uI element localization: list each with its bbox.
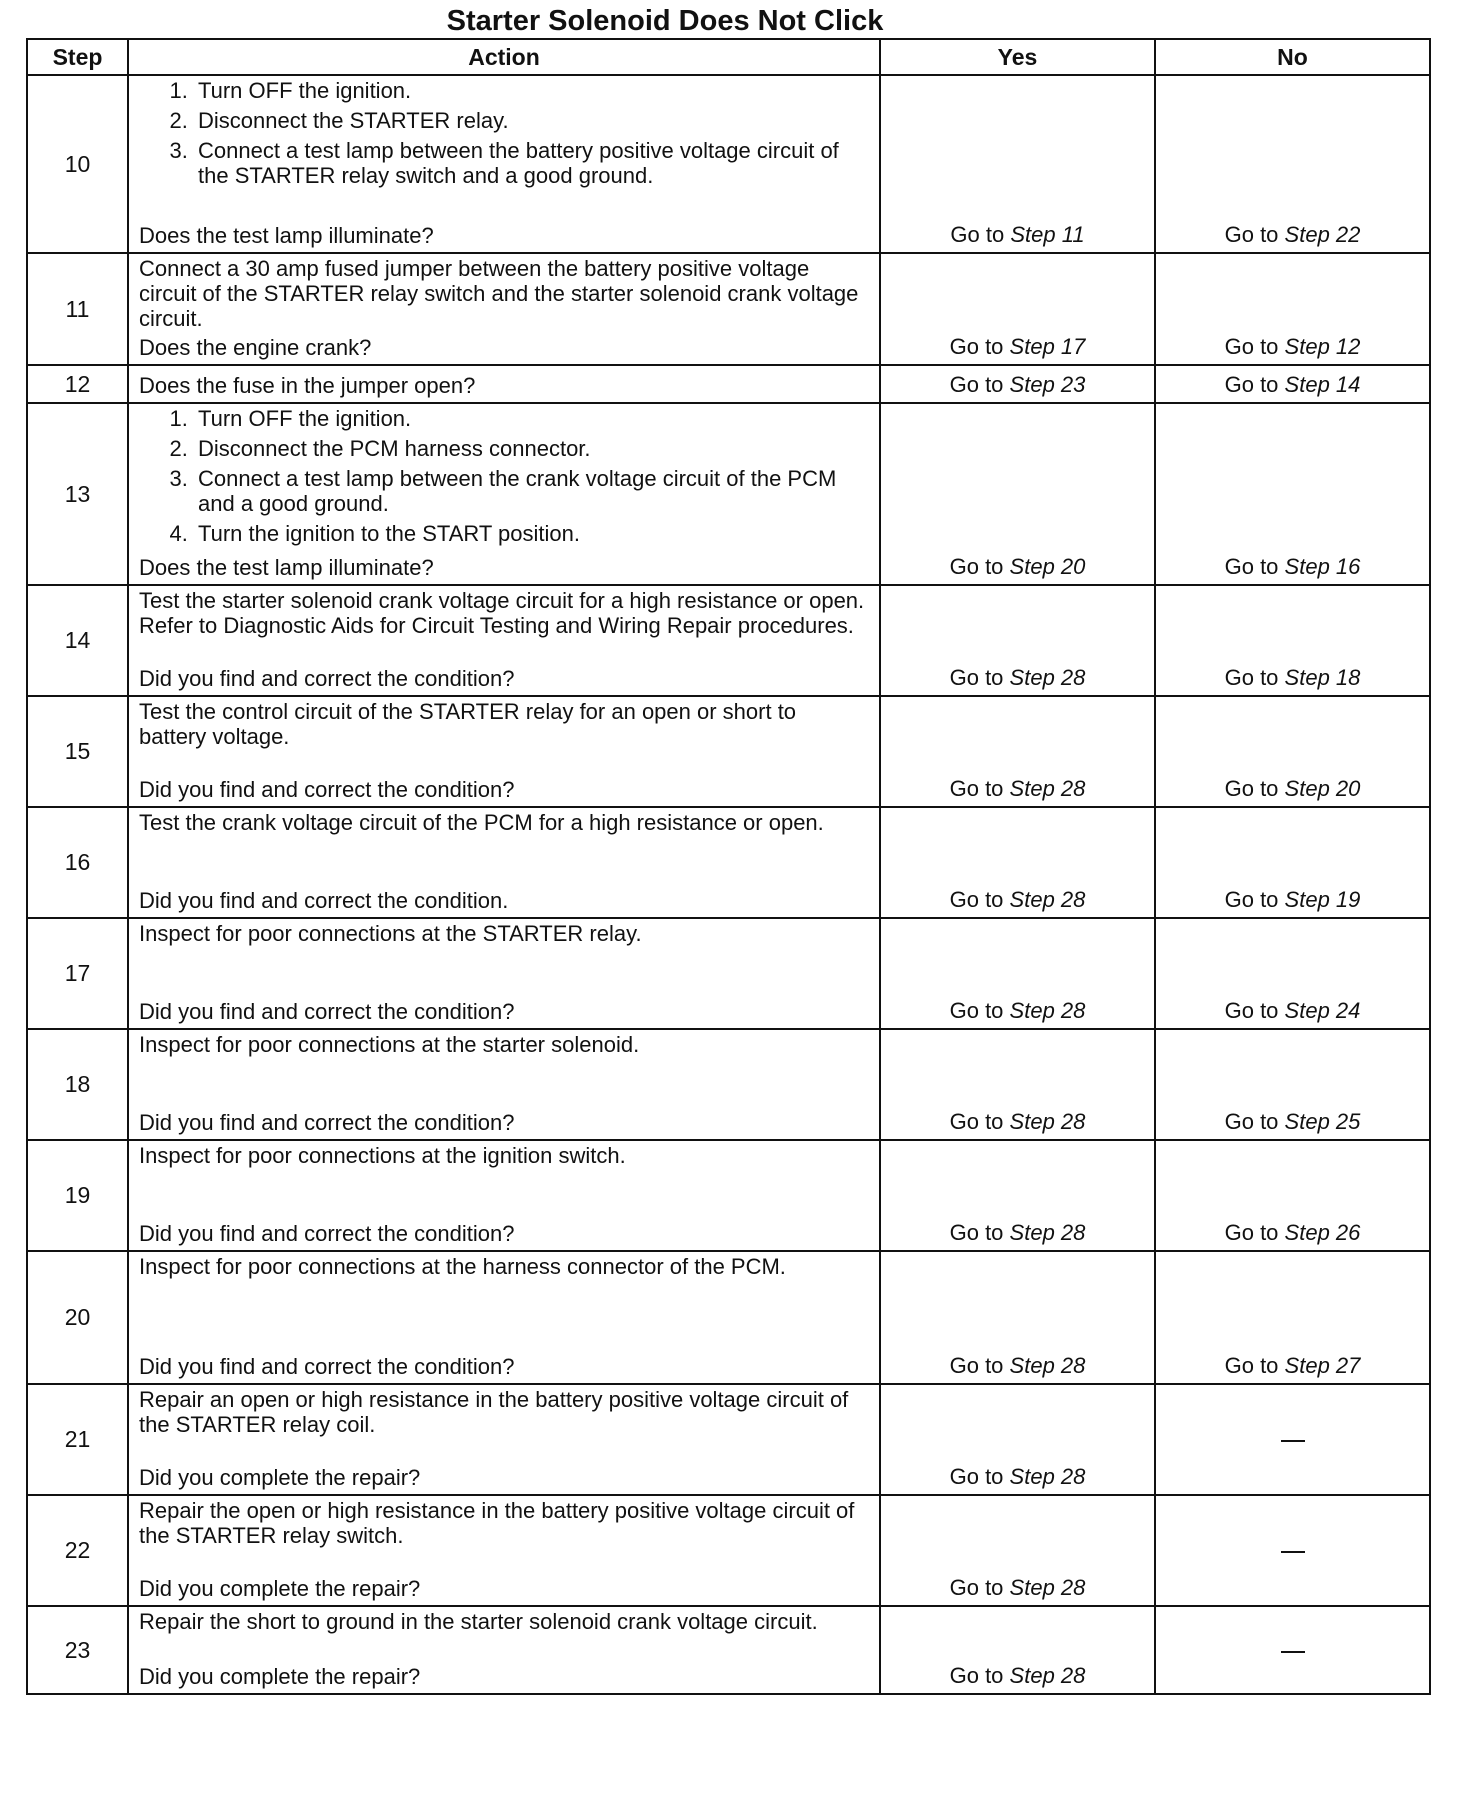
action-body (139, 406, 869, 551)
goto-label: Go to (949, 665, 1004, 690)
action-body (139, 1498, 869, 1548)
goto-label: Go to (1224, 372, 1279, 397)
action-list-item: 1. Turn OFF the ignition. (194, 406, 869, 431)
yes-result (880, 75, 1155, 253)
header-action: Action (128, 39, 880, 75)
action-text: Repair the short to ground in the starter solenoid crank voltage circuit. (139, 1609, 818, 1634)
action-text: Connect a 30 amp fused jumper between the battery positive voltage circuit of the STARTER relay switch and the starter solenoid crank voltage circuit. (139, 256, 859, 331)
no-result (1155, 1140, 1430, 1251)
table-row (27, 1495, 1430, 1606)
step-number: 12 (27, 365, 128, 403)
action-question: Did you find and correct the condition? (139, 1354, 515, 1379)
step-number: 11 (27, 253, 128, 365)
table-body (27, 75, 1430, 1694)
action-body (139, 588, 869, 638)
table-row (27, 253, 1430, 365)
goto-label: Go to (949, 887, 1004, 912)
yes-result (880, 1251, 1155, 1384)
action-content (139, 1387, 869, 1490)
action-text: Repair an open or high resistance in the battery positive voltage circuit of the STARTER relay coil. (139, 1387, 849, 1437)
yes-step-ref: Step 28 (1009, 1575, 1086, 1600)
action-question: Did you find and correct the condition. (139, 888, 509, 913)
yes-result (880, 807, 1155, 918)
action-content (139, 256, 869, 360)
goto-label: Go to (1224, 887, 1279, 912)
table-row (27, 696, 1430, 807)
action-text: Test the crank voltage circuit of the PCM for a high resistance or open. (139, 810, 824, 835)
yes-result (880, 1140, 1155, 1251)
goto-label: Go to (950, 222, 1005, 247)
goto-label: Go to (1224, 1109, 1279, 1134)
action-cell (128, 1029, 880, 1140)
action-question: Did you find and correct the condition? (139, 999, 515, 1024)
step-number: 19 (27, 1140, 128, 1251)
table-row (27, 1029, 1430, 1140)
goto-label: Go to (949, 1220, 1004, 1245)
step-number: 22 (27, 1495, 128, 1606)
step-number: 23 (27, 1606, 128, 1694)
goto-label: Go to (1224, 998, 1279, 1023)
header-no: No (1155, 39, 1430, 75)
goto-label: Go to (1224, 1220, 1279, 1245)
step-number: 21 (27, 1384, 128, 1495)
goto-label: Go to (1224, 665, 1279, 690)
action-question: Did you find and correct the condition? (139, 666, 515, 691)
action-content (139, 1143, 869, 1246)
goto-label: Go to (1224, 1353, 1279, 1378)
action-content (139, 1498, 869, 1601)
yes-step-ref: Step 17 (1009, 334, 1086, 359)
action-question: Does the test lamp illuminate? (139, 223, 434, 248)
no-step-ref: Step 19 (1284, 887, 1361, 912)
action-question: Did you find and correct the condition? (139, 1221, 515, 1246)
no-result-dash (1281, 1651, 1305, 1653)
action-body (139, 921, 869, 946)
no-result (1155, 75, 1430, 253)
yes-step-ref: Step 28 (1009, 776, 1086, 801)
action-content (139, 78, 869, 248)
no-result (1155, 696, 1430, 807)
yes-result (880, 365, 1155, 403)
yes-step-ref: Step 28 (1009, 998, 1086, 1023)
no-result (1155, 918, 1430, 1029)
goto-label: Go to (949, 776, 1004, 801)
action-cell (128, 365, 880, 403)
goto-label: Go to (949, 1575, 1004, 1600)
no-result (1155, 1251, 1430, 1384)
document-title: Starter Solenoid Does Not Click (446, 5, 884, 37)
action-cell (128, 1384, 880, 1495)
step-number: 13 (27, 403, 128, 585)
no-result (1155, 253, 1430, 365)
action-cell (128, 403, 880, 585)
yes-result (880, 253, 1155, 365)
action-content (139, 588, 869, 691)
yes-step-ref: Step 28 (1009, 887, 1086, 912)
header-yes: Yes (880, 39, 1155, 75)
no-step-ref: Step 27 (1284, 1353, 1361, 1378)
yes-step-ref: Step 28 (1009, 1109, 1086, 1134)
action-content (139, 921, 869, 1024)
action-question: Did you find and correct the condition? (139, 1110, 515, 1135)
action-question: Did you complete the repair? (139, 1664, 421, 1689)
action-cell (128, 253, 880, 365)
goto-label: Go to (949, 998, 1004, 1023)
table-row (27, 1606, 1430, 1694)
table-row (27, 1384, 1430, 1495)
no-result (1155, 807, 1430, 918)
action-question: Did you find and correct the condition? (139, 777, 515, 802)
action-body (139, 1143, 869, 1168)
action-body (139, 256, 869, 331)
action-question: Did you complete the repair? (139, 1465, 421, 1490)
header-step: Step (27, 39, 128, 75)
action-text: Inspect for poor connections at the ignition switch. (139, 1143, 626, 1168)
no-step-ref: Step 26 (1284, 1220, 1361, 1245)
action-content (139, 810, 869, 913)
goto-label: Go to (949, 334, 1004, 359)
yes-step-ref: Step 28 (1009, 665, 1086, 690)
action-cell (128, 585, 880, 696)
table-header-row (27, 39, 1430, 75)
action-cell (128, 807, 880, 918)
action-content (139, 699, 869, 802)
action-content (139, 1254, 869, 1379)
table-row (27, 403, 1430, 585)
goto-label: Go to (1224, 334, 1279, 359)
yes-result (880, 1495, 1155, 1606)
action-cell (128, 1495, 880, 1606)
action-content (139, 368, 869, 398)
goto-label: Go to (949, 1464, 1004, 1489)
action-question: Does the engine crank? (139, 335, 372, 360)
yes-result (880, 1029, 1155, 1140)
diagnostic-table (26, 38, 1431, 1695)
action-question: Does the fuse in the jumper open? (139, 373, 476, 398)
action-cell (128, 696, 880, 807)
action-body (139, 1609, 869, 1634)
action-text: Test the control circuit of the STARTER relay for an open or short to battery voltage. (139, 699, 797, 749)
yes-step-ref: Step 20 (1009, 554, 1086, 579)
yes-result (880, 696, 1155, 807)
action-question: Did you complete the repair? (139, 1576, 421, 1601)
yes-result (880, 403, 1155, 585)
action-list-item: 2. Disconnect the PCM harness connector. (194, 436, 869, 461)
goto-label: Go to (949, 554, 1004, 579)
action-content (139, 1032, 869, 1135)
action-body (139, 1032, 869, 1057)
table-row (27, 365, 1430, 403)
table-row (27, 1140, 1430, 1251)
action-list (139, 78, 869, 188)
yes-step-ref: Step 28 (1009, 1353, 1086, 1378)
action-list-item: 1. Turn OFF the ignition. (194, 78, 869, 103)
no-step-ref: Step 25 (1284, 1109, 1361, 1134)
table-row (27, 585, 1430, 696)
no-step-ref: Step 22 (1284, 222, 1361, 247)
yes-step-ref: Step 23 (1009, 372, 1086, 397)
table-row (27, 807, 1430, 918)
action-list-item: 2. Disconnect the STARTER relay. (194, 108, 869, 133)
step-number: 17 (27, 918, 128, 1029)
yes-step-ref: Step 28 (1009, 1464, 1086, 1489)
action-text: Inspect for poor connections at the starter solenoid. (139, 1032, 640, 1057)
no-result (1155, 403, 1430, 585)
action-body (139, 810, 869, 835)
action-cell (128, 1251, 880, 1384)
goto-label: Go to (949, 372, 1004, 397)
yes-step-ref: Step 28 (1009, 1663, 1086, 1688)
action-text: Inspect for poor connections at the STARTER relay. (139, 921, 642, 946)
step-number: 18 (27, 1029, 128, 1140)
no-step-ref: Step 18 (1284, 665, 1361, 690)
action-list-item: 3. Connect a test lamp between the battery positive voltage circuit of the STARTER relay switch and a good ground. (194, 138, 869, 188)
action-cell (128, 1606, 880, 1694)
action-body (139, 1387, 869, 1437)
goto-label: Go to (949, 1109, 1004, 1134)
no-result (1155, 1029, 1430, 1140)
no-step-ref: Step 24 (1284, 998, 1361, 1023)
step-number: 16 (27, 807, 128, 918)
yes-result (880, 1606, 1155, 1694)
action-body (139, 1254, 869, 1279)
step-number: 10 (27, 75, 128, 253)
action-body (139, 78, 869, 193)
yes-step-ref: Step 28 (1009, 1220, 1086, 1245)
action-cell (128, 75, 880, 253)
action-cell (128, 1140, 880, 1251)
no-result-dash (1281, 1440, 1305, 1442)
yes-result (880, 585, 1155, 696)
yes-result (880, 1384, 1155, 1495)
action-content (139, 1609, 869, 1689)
step-number: 15 (27, 696, 128, 807)
action-list-item: 4. Turn the ignition to the START position. (194, 521, 869, 546)
no-step-ref: Step 16 (1284, 554, 1361, 579)
no-step-ref: Step 12 (1284, 334, 1361, 359)
no-result (1155, 1606, 1430, 1694)
no-result (1155, 585, 1430, 696)
no-result (1155, 365, 1430, 403)
table-row (27, 918, 1430, 1029)
action-text: Repair the open or high resistance in the battery positive voltage circuit of the STARTER relay switch. (139, 1498, 855, 1548)
no-step-ref: Step 14 (1284, 372, 1361, 397)
table-row (27, 1251, 1430, 1384)
action-cell (128, 918, 880, 1029)
no-step-ref: Step 20 (1284, 776, 1361, 801)
goto-label: Go to (1224, 222, 1279, 247)
no-result (1155, 1495, 1430, 1606)
action-content (139, 406, 869, 580)
table-row (27, 75, 1430, 253)
no-result (1155, 1384, 1430, 1495)
step-number: 14 (27, 585, 128, 696)
action-text: Test the starter solenoid crank voltage circuit for a high resistance or open. Refer to Diagnostic Aids for Circuit Testing and Wiring Repair procedures. (139, 588, 865, 638)
goto-label: Go to (949, 1663, 1004, 1688)
action-question: Does the test lamp illuminate? (139, 555, 434, 580)
action-list-item: 3. Connect a test lamp between the crank voltage circuit of the PCM and a good ground. (194, 466, 869, 516)
goto-label: Go to (1224, 554, 1279, 579)
step-number: 20 (27, 1251, 128, 1384)
yes-result (880, 918, 1155, 1029)
goto-label: Go to (1224, 776, 1279, 801)
goto-label: Go to (949, 1353, 1004, 1378)
no-result-dash (1281, 1551, 1305, 1553)
action-text: Inspect for poor connections at the harness connector of the PCM. (139, 1254, 786, 1279)
action-list (139, 406, 869, 546)
yes-step-ref: Step 11 (1010, 222, 1085, 247)
action-body (139, 699, 869, 749)
